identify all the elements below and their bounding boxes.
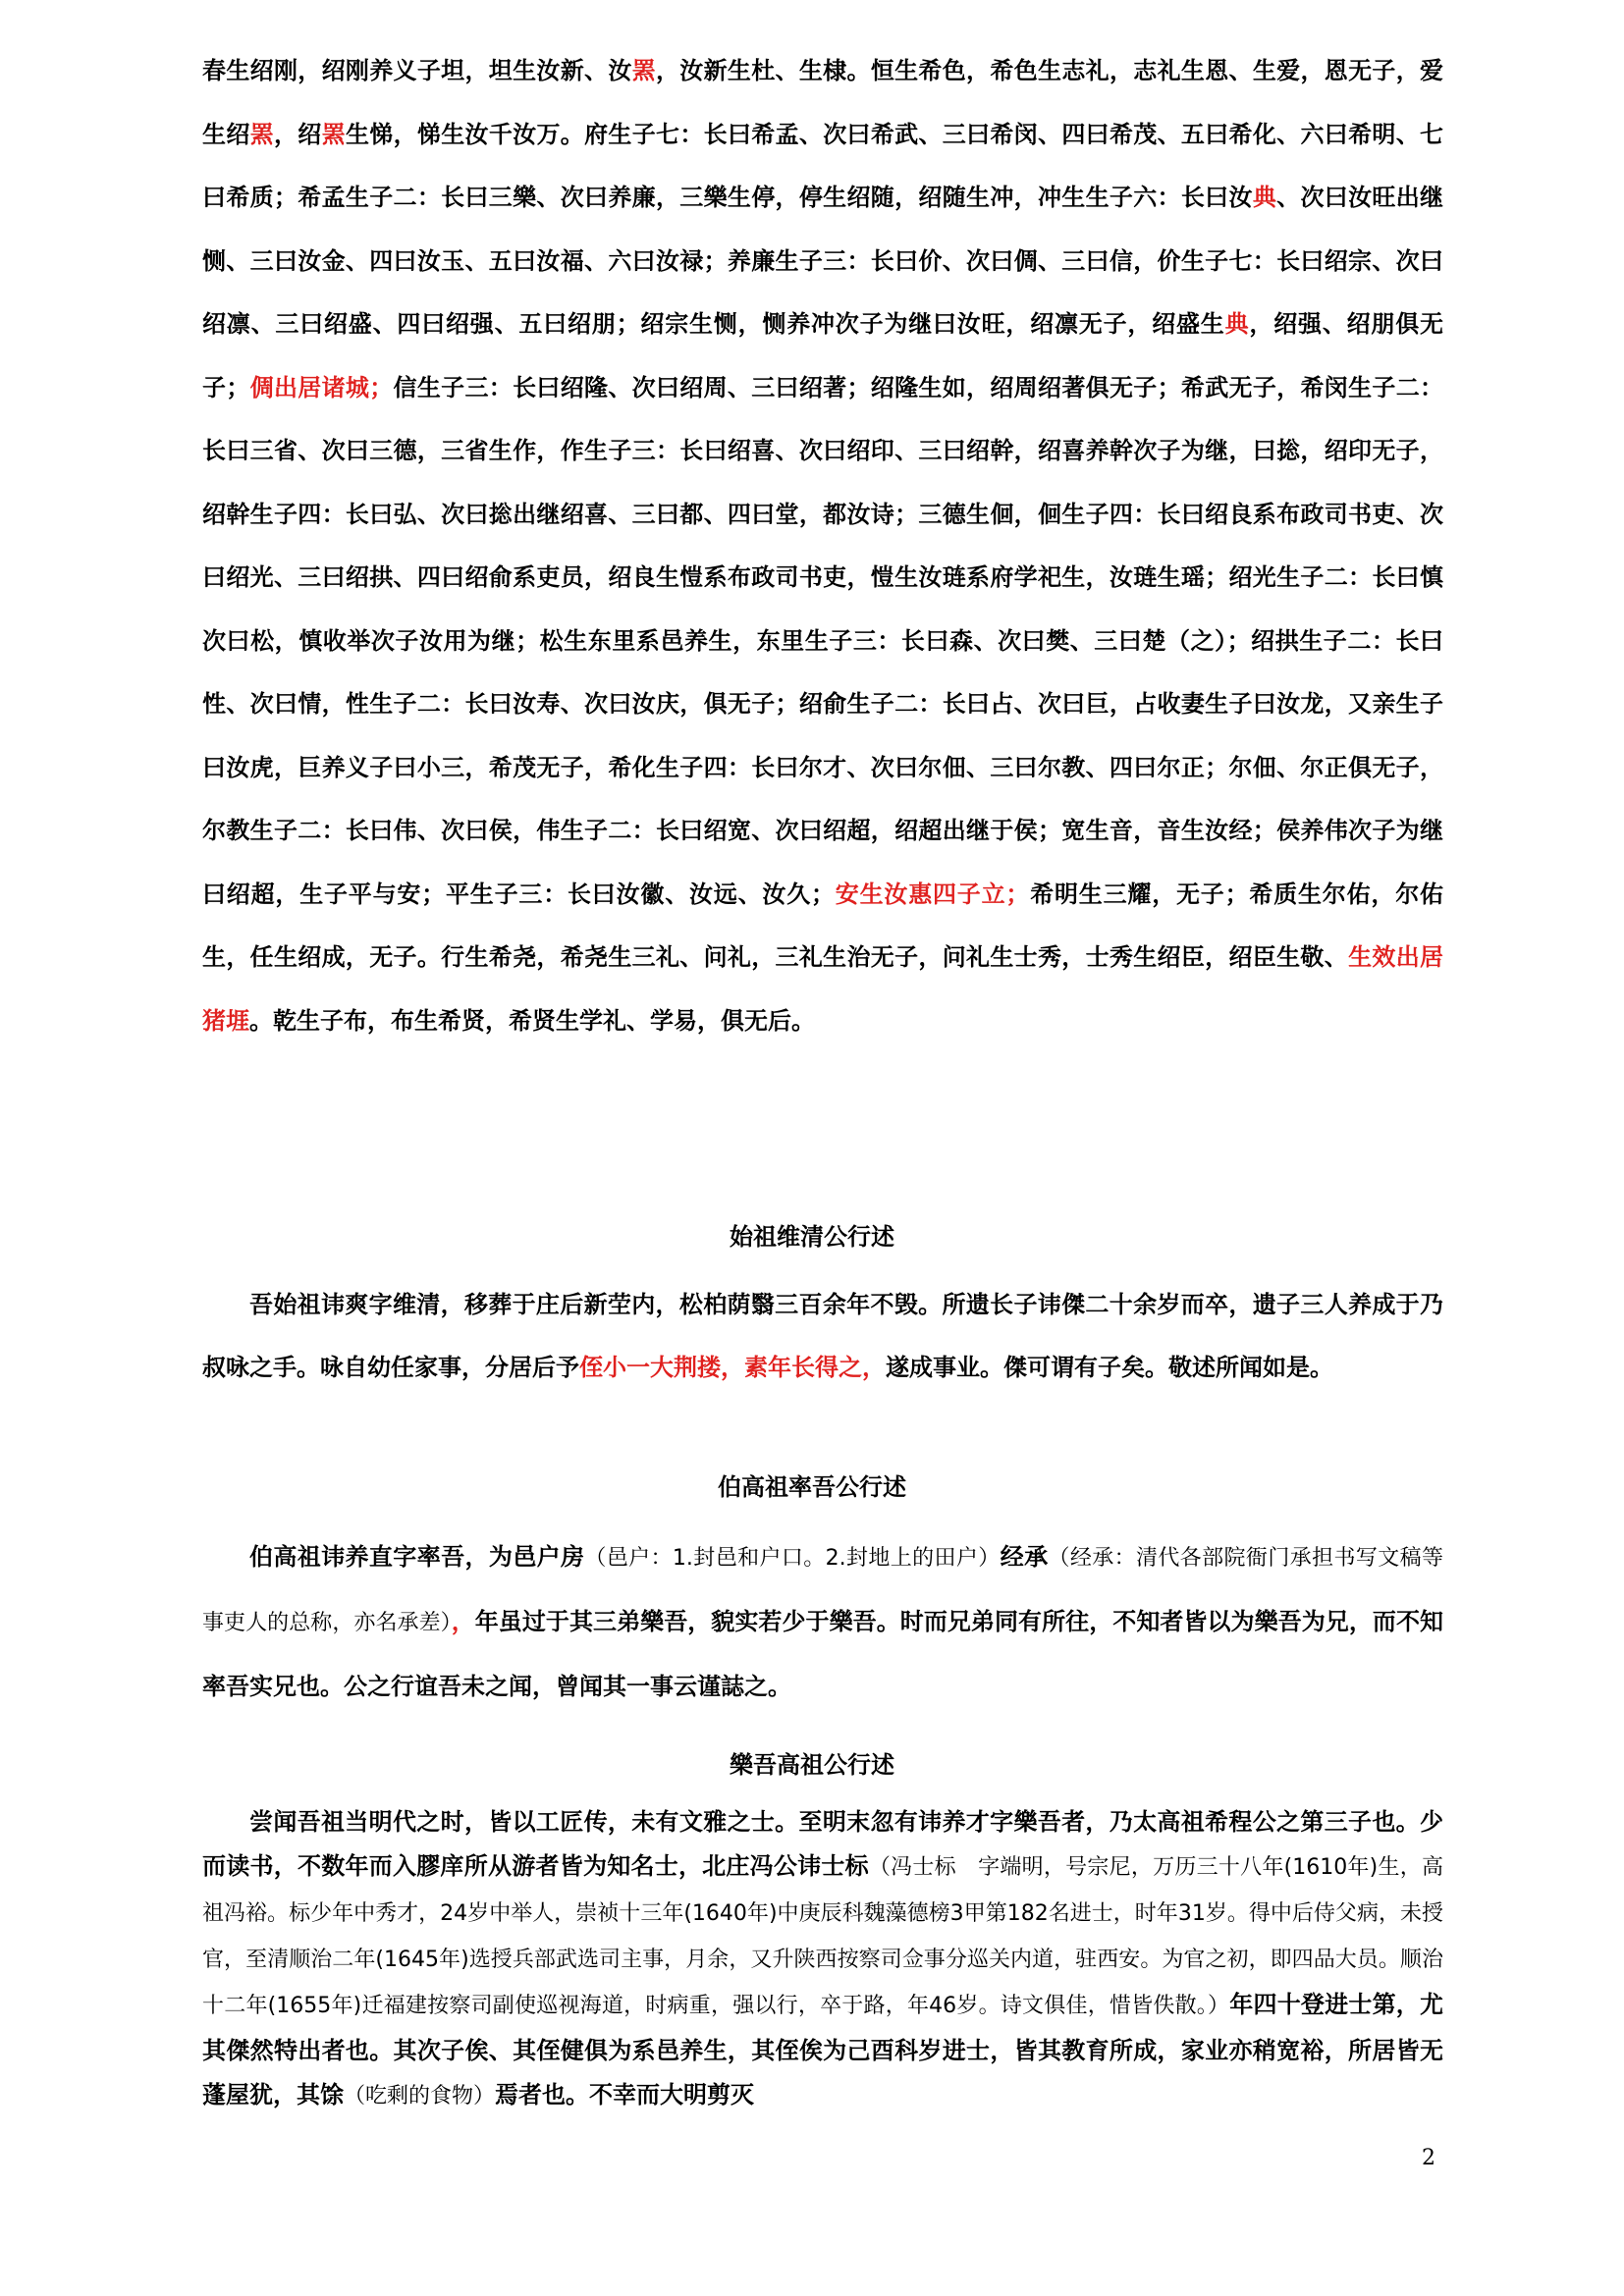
highlighted-text: 典 <box>1224 309 1250 338</box>
text-run: 吾始祖讳爽字维清，移葬于庄后新茔内，松柏荫翳三百余年不毁。所遗长子讳傑二十余岁而卒，遗子三人养成于乃叔咏之手。咏自幼任家事，分居后予 <box>202 1290 1443 1381</box>
highlighted-text: 罴 <box>249 119 274 148</box>
highlighted-text: 罴 <box>631 56 656 84</box>
highlighted-text: 侄小一大荆搂，素年长得之， <box>579 1353 886 1381</box>
highlighted-text: 安生汝惠四子立； <box>835 879 1030 908</box>
text-run: 。乾生子布，布生希贤，希贤生学礼、学易，俱无后。 <box>249 1005 815 1035</box>
highlighted-text: 典 <box>1252 183 1277 211</box>
highlighted-text: ， <box>451 1607 475 1635</box>
section-title-lewu: 樂吾高祖公行述 <box>730 1750 894 1779</box>
page-number: 2 <box>1422 2146 1435 2170</box>
text-run: ，绍强、绍朋俱无子； <box>202 309 1444 401</box>
text-run: 希明生三耀，无子；希质生尔佑，尔佑生，任生绍成，无子。行生希尧，希尧生三礼、问礼，三礼生治无子，问礼生士秀，士秀生绍臣，绍臣生敬、 <box>202 879 1444 971</box>
text-run: ，绍 <box>273 119 322 148</box>
text-run: 生悌，悌生汝千汝万。府生子七：长曰希孟、次曰希武、三曰希闵、四曰希茂、五曰希化、六曰希明、七曰希质；希孟生子二：长曰三樂、次曰养廉，三樂生停，停生绍随，绍随生冲，冲生生子六：长曰汝 <box>202 119 1444 211</box>
annotation-note: （经承：清代各部院衙门承担书写文稿等事吏人的总称，亦名承差） <box>202 1546 1444 1635</box>
highlighted-text: 罴 <box>321 119 346 148</box>
text-run: 尝闻吾祖当明代之时，皆以工匠传，未有文雅之士。至明末忽有讳养才字樂吾者，乃太高祖希程公之第三子也。少而读书，不数年而入膠庠所从游者皆为知名士，北庄冯公讳士标 <box>202 1807 1443 1880</box>
section-title-shuaiwu: 伯高祖率吾公行述 <box>718 1472 906 1501</box>
text-run: 经承 <box>1000 1542 1049 1571</box>
text-run: 伯高祖讳养直字率吾，为邑户房 <box>249 1542 585 1571</box>
highlighted-text: 倜出居诸城； <box>249 372 394 401</box>
genealogy-paragraph <box>202 39 1443 1052</box>
text-run: 、次曰汝旺出继恻、三曰汝金、四曰汝玉、五曰汝福、六曰汝禄；养廉生子三：长曰价、次曰倜、三曰信，价生子七：长曰绍宗、次曰绍凛、三曰绍盛、四曰绍强、五曰绍朋；绍宗生恻，恻养冲次子为继曰汝旺，绍凛无子，绍盛生 <box>202 183 1444 338</box>
section-paragraph-shuaiwu <box>202 1525 1443 1718</box>
text-run: 春生绍刚，绍刚养义子坦，坦生汝新、汝 <box>202 56 632 84</box>
text-run: 年四十登进士第，尤其傑然特出者也。其次子俟、其侄健俱为系邑养生，其侄俟为己酉科岁进士，皆其教育所成，家业亦稍宽裕，所居皆无蓬屋犹，其馀 <box>202 1990 1444 2109</box>
section-paragraph-weiqing <box>202 1273 1443 1399</box>
annotation-note: （吃剩的食物） <box>344 2084 496 2109</box>
section-title-weiqing: 始祖维清公行述 <box>730 1222 894 1251</box>
text-run: 年虽过于其三弟樂吾，貌实若少于樂吾。时而兄弟同有所往，不知者皆以为樂吾为兄，而不知率吾实兄也。公之行谊吾未之闻，曾闻其一事云谨誌之。 <box>202 1607 1443 1700</box>
highlighted-text: 生效出居猪堐 <box>202 942 1444 1035</box>
text-run: 信生子三：长曰绍隆、次曰绍周、三曰绍著；绍隆生如，绍周绍著俱无子；希武无子，希闵生子二：长曰三省、次曰三德，三省生作，作生子三：长曰绍喜、次曰绍印、三曰绍幹，绍喜养幹次子为继，曰捴，绍印无子，绍幹生子四：长曰弘、次曰捴出继绍喜、三曰都、四曰堂，都汝诗；三德生佪，佪生子四：长曰绍良系布政司书吏、次曰绍光、三曰绍拱、四曰绍俞系吏员，绍良生愷系布政司书吏，愷生汝琏系府学祀生，汝琏生瑶；绍光生子二：长曰慎次曰松，慎收举次子汝用为继；松生东里系邑养生，东里生子三：长曰森、次曰樊、三曰楚（之）；绍拱生子二：长曰性、次曰情，性生子二：长曰汝寿、次曰汝庆，俱无子；绍俞生子二：长曰占、次曰巨，占收妻生子曰汝龙，又亲生子曰汝虎，巨养义子曰小三，希茂无子，希化生子四：长曰尔才、次曰尔佃、三曰尔教、四曰尔正；尔佃、尔正俱无子，尔教生子二：长曰伟、次曰侯，伟生子二：长曰绍宽、次曰绍超，绍超出继于侯；宽生音，音生汝经；侯养伟次子为继曰绍超，生子平与安；平生子三：长曰汝徽、汝远、汝久； <box>202 372 1444 908</box>
text-run: 遂成事业。傑可谓有子矣。敬述所闻如是。 <box>886 1353 1333 1381</box>
annotation-note: （邑户：1.封邑和户口。2.封地上的田户） <box>584 1546 1001 1571</box>
text-run: ，汝新生杜、生棣。恒生希色，希色生志礼，志礼生恩、生爱，恩无子，爱生绍 <box>202 56 1444 148</box>
annotation-note: （冯士标 字端明，号宗尼，万历三十八年(1610年)生，高祖冯裕。标少年中秀才，24岁中举人，崇祯十三年(1640年)中庚辰科魏藻德榜3甲第182名进士，时年31岁。得中后侍父病，未授官，至清顺治二年(1645年)选授兵部武选司主事，月余，又升陕西按察司佥事分巡关内道，驻西安。为官之初，即四品大员。顺治十二年(1655年)迁福建按察司副使巡视海道，时病重，强以行，卒于路，年46岁。诗文俱佳，惜皆佚散。） <box>202 1855 1444 2018</box>
text-run: 焉者也。不幸而大明剪灭 <box>495 2080 755 2109</box>
section-paragraph-lewu <box>202 1799 1443 2118</box>
